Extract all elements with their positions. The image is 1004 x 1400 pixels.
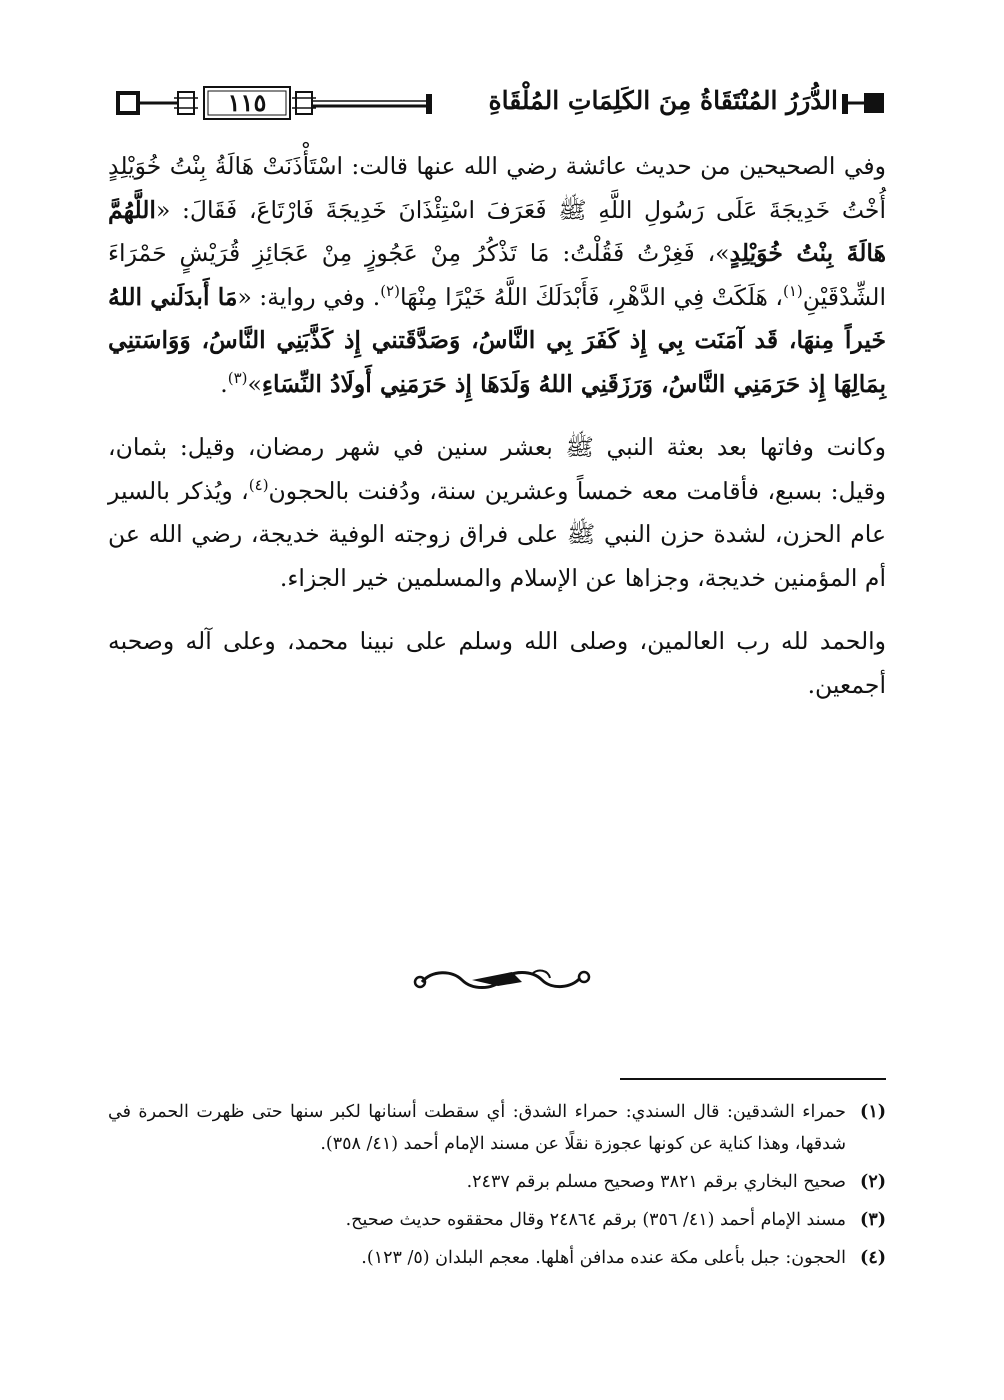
hadith-quote: مَا أَبدَلَني اللهُ خَيراً مِنهَا، قَد آمَنَت بِي إِذ كَفَرَ بِي النَّاسُ، وَصَدَّقَتني إِذ كَذَّبَنِي النَّاسُ، وَوَاسَتنِي بِمَالِهَا إِذ حَرَمَنِي النَّاسُ، وَرَزَقَنِي اللهُ وَلَدَهَا إِذ حَرَمَنِي أَولَادُ النِّسَاءِ xyxy=(108,282,886,398)
riwaya-intro: . وفي رواية: « xyxy=(237,282,381,311)
footnote-text: الحجون: جبل بأعلى مكة عنده مدافن أهلها. معجم البلدان (٥/ ١٢٣). xyxy=(361,1248,846,1268)
death-text-continued: ، ويُذكر بالسير عام الحزن، لشدة حزن النبي ﷺ على فراق زوجته الوفية خديجة، رضي الله عن أم المؤمنين خديجة، وجزاها عن الإسلام والمسلمين خير الجزاء. xyxy=(108,476,886,592)
paragraph-end: . xyxy=(220,369,228,398)
paragraph-death-date xyxy=(108,426,886,600)
death-text: وكانت وفاتها بعد بعثة النبي ﷺ بعشر سنين في شهر رمضان، وقيل: بثمان، وقيل: بسبع، فأقامت معه خمساً وعشرين سنة، ودُفنت بالحجون xyxy=(108,433,886,505)
footnote-4 xyxy=(108,1242,886,1274)
section-end-ornament xyxy=(402,960,602,1000)
intro-text: وفي الصحيحين من حديث عائشة رضي الله عنها قالت: xyxy=(343,152,886,180)
footnote-1 xyxy=(108,1096,886,1160)
paragraph-closing-praise: والحمد لله رب العالمين، وصلى الله وسلم على نبينا محمد، وعلى آله وصحبه أجمعين. xyxy=(108,627,886,699)
footnote-number: (١) xyxy=(860,1102,886,1122)
footnote-number: (٣) xyxy=(860,1210,886,1230)
running-title: الدُّرَرُ المُنْتَقَاةُ مِنَ الكَلِمَاتِ المُلْقَاةِ xyxy=(532,84,838,118)
page-number: ١١٥ xyxy=(227,88,267,117)
main-text xyxy=(108,145,886,707)
footnote-marker-1[interactable]: (١) xyxy=(783,281,803,300)
footnote-text: مسند الإمام أحمد (٤١/ ٣٥٦) برقم ٢٤٨٦٤ وقال محققوه حديث صحيح. xyxy=(345,1210,846,1230)
footnote-marker-4[interactable]: (٤) xyxy=(248,475,269,494)
footnote-3 xyxy=(108,1204,886,1236)
paragraph-hadith-aisha xyxy=(108,145,886,406)
footnote-number: (٤) xyxy=(860,1248,886,1268)
footnote-text: صحيح البخاري برقم ٣٨٢١ وصحيح مسلم برقم ٢٤٣٧. xyxy=(466,1172,846,1192)
narration-continued: »، فَغِرْتُ فَقُلْتُ: مَا تَذْكُرُ مِنْ عَجُوزٍ مِنْ عَجَائِزِ قُرَيْشٍ حَمْرَاءَ الشِّدْقَيْنِ xyxy=(108,239,886,311)
footnote-marker-2[interactable]: (٢) xyxy=(380,281,400,300)
narration-rest: ، هَلَكَتْ فِي الدَّهْرِ، فَأَبْدَلَكَ اللَّهُ خَيْرًا مِنْهَا xyxy=(399,282,783,311)
footnote-text: حمراء الشدقين: قال السندي: حمراء الشدق: أي سقطت أسنانها لكبر سنها حتى ظهرت الحمرة في شدقها، وهذا كناية عن كونها عجوزة نقلًا عن مسند الإمام أحمد (٤١/ ٣٥٨). xyxy=(108,1102,846,1154)
narration-text: اسْتَأْذَنَتْ هَالَةُ بِنْتُ خُوَيْلِدٍ أُخْتُ خَدِيجَةَ عَلَى رَسُولِ اللَّهِ ﷺ فَعَرَفَ اسْتِئْذَانَ خَدِيجَةَ فَارْتَاعَ، فَقَالَ: « xyxy=(108,152,886,224)
footnote-2 xyxy=(108,1166,886,1198)
footnote-separator xyxy=(620,1078,886,1080)
footnote-number: (٢) xyxy=(860,1172,886,1192)
quote-close: » xyxy=(247,369,262,398)
running-header xyxy=(112,84,890,124)
dua-text: اللَّهُمَّ هَالَةَ بِنْتُ خُوَيْلِدٍ xyxy=(108,195,886,267)
footnote-marker-3[interactable]: (٣) xyxy=(227,368,248,387)
footnotes xyxy=(108,1096,886,1280)
